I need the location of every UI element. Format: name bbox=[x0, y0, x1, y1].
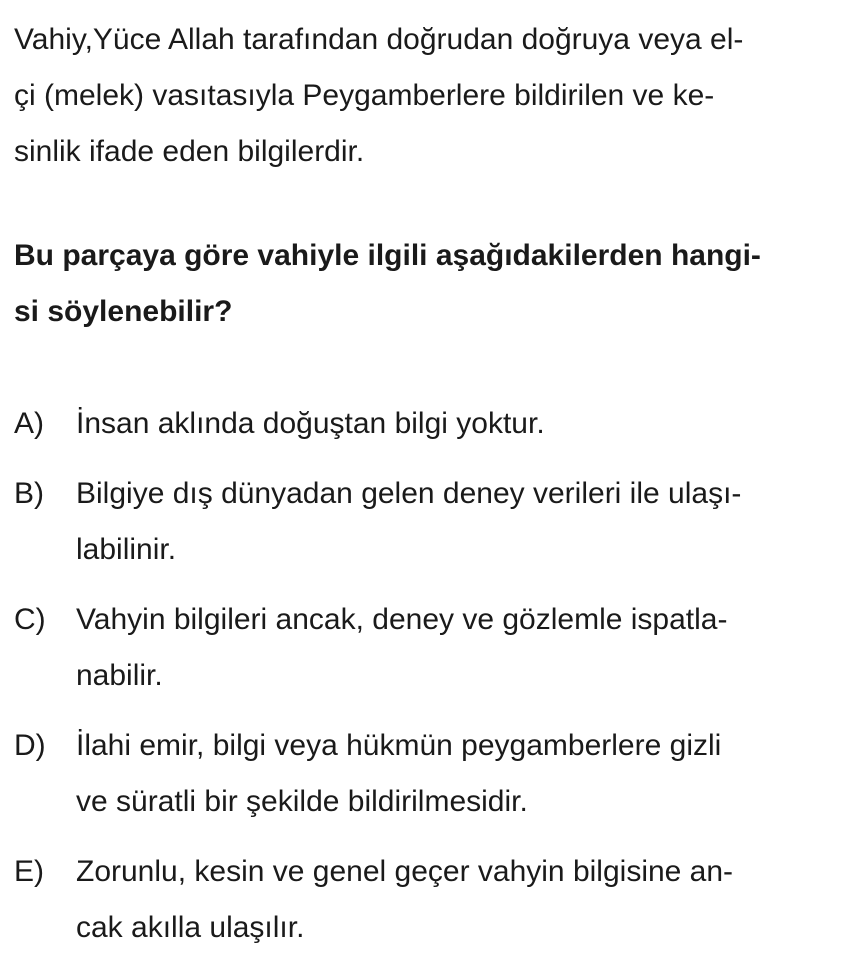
passage-text bbox=[14, 12, 839, 180]
option-line: Bilgiye dış dünyadan gelen deney verileri ile ulaşı- bbox=[76, 477, 742, 510]
option-letter: A) bbox=[14, 407, 44, 440]
option-b[interactable] bbox=[14, 466, 839, 578]
option-letter: E) bbox=[14, 855, 44, 888]
option-text bbox=[76, 466, 839, 578]
option-line: Zorunlu, kesin ve genel geçer vahyin bilgisine an- bbox=[76, 855, 734, 888]
question-stem bbox=[14, 228, 839, 340]
answer-options bbox=[14, 396, 839, 956]
passage-line: çi (melek) vasıtasıyla Peygamberlere bildirilen ve ke- bbox=[14, 79, 715, 112]
option-letter: B) bbox=[14, 477, 44, 510]
option-letter: D) bbox=[14, 729, 46, 762]
option-letter: C) bbox=[14, 603, 46, 636]
option-a[interactable] bbox=[14, 396, 839, 452]
option-e[interactable] bbox=[14, 844, 839, 956]
option-line: ve süratli bir şekilde bildirilmesidir. bbox=[76, 785, 528, 818]
option-line: Vahyin bilgileri ancak, deney ve gözlemle ispatla- bbox=[76, 603, 728, 636]
question-line: si söylenebilir? bbox=[14, 295, 233, 328]
passage-line: Vahiy,Yüce Allah tarafından doğrudan doğruya veya el- bbox=[14, 23, 744, 56]
option-text bbox=[76, 396, 839, 452]
question-line: Bu parçaya göre vahiyle ilgili aşağıdakilerden hangi- bbox=[14, 239, 761, 272]
passage-line: sinlik ifade eden bilgilerdir. bbox=[14, 135, 365, 168]
option-text bbox=[76, 592, 839, 704]
option-line: cak akılla ulaşılır. bbox=[76, 911, 305, 944]
option-c[interactable] bbox=[14, 592, 839, 704]
option-line: İnsan aklında doğuştan bilgi yoktur. bbox=[76, 407, 545, 440]
option-line: İlahi emir, bilgi veya hükmün peygamberlere gizli bbox=[76, 729, 722, 762]
option-text bbox=[76, 844, 839, 956]
option-text bbox=[76, 718, 839, 830]
option-d[interactable] bbox=[14, 718, 839, 830]
option-line: labilinir. bbox=[76, 533, 177, 566]
option-line: nabilir. bbox=[76, 659, 163, 692]
